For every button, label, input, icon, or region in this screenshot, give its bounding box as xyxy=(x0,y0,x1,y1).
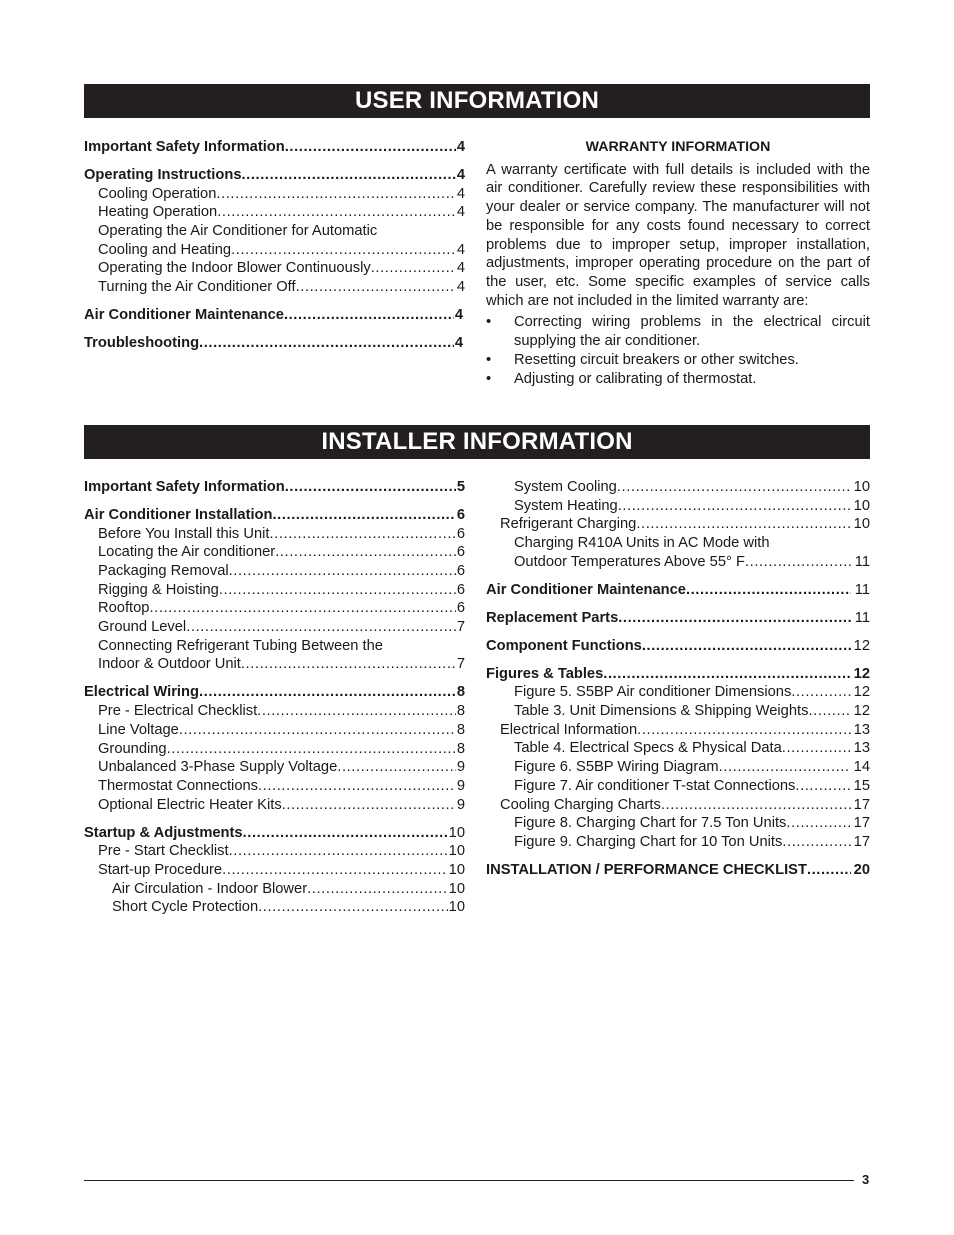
dot-leader xyxy=(186,618,456,637)
toc-title: Figure 6. S5BP Wiring Diagram xyxy=(514,759,719,776)
toc-title: Heating Operation xyxy=(98,204,218,221)
toc-entry[interactable] xyxy=(486,478,870,497)
toc-entry[interactable] xyxy=(84,880,465,899)
toc-entry[interactable] xyxy=(84,777,465,796)
toc-page: 5 xyxy=(456,479,465,495)
dot-leader xyxy=(199,683,456,702)
toc-title: Figures & Tables xyxy=(486,665,604,682)
toc-title: Electrical Wiring xyxy=(84,684,199,701)
toc-page: 8 xyxy=(456,703,465,720)
toc-entry[interactable] xyxy=(84,740,465,759)
toc-title: Air Conditioner Maintenance xyxy=(486,581,686,598)
toc-page: 10 xyxy=(853,479,870,495)
toc-page: 6 xyxy=(456,581,465,598)
toc-entry[interactable] xyxy=(84,655,465,674)
dot-leader xyxy=(636,515,851,534)
toc-title[interactable]: Charging R410A Units in AC Mode with xyxy=(514,535,770,552)
toc-title: Ground Level xyxy=(98,619,187,636)
toc-title[interactable]: Connecting Refrigerant Tubing Between the xyxy=(98,637,383,654)
toc-title-cont: Cooling and Heating xyxy=(98,241,232,258)
toc-entry[interactable] xyxy=(84,166,465,185)
toc-title: Line Voltage xyxy=(98,721,179,738)
toc-page: 10 xyxy=(853,516,870,533)
toc-entry[interactable] xyxy=(84,185,465,204)
toc-page: 10 xyxy=(448,861,465,878)
toc-entry[interactable] xyxy=(486,581,870,600)
toc-entry[interactable] xyxy=(84,824,465,843)
toc-title: Important Safety Information xyxy=(84,139,285,155)
dot-leader xyxy=(603,665,851,684)
dot-leader xyxy=(782,833,851,852)
dot-leader xyxy=(808,702,851,721)
toc-page: 15 xyxy=(853,777,870,794)
toc-entry[interactable] xyxy=(486,833,870,852)
footer-divider xyxy=(84,1180,854,1181)
toc-page: 4 xyxy=(456,204,465,221)
toc-title: Figure 8. Charging Chart for 7.5 Ton Units xyxy=(514,815,787,832)
toc-entry[interactable] xyxy=(84,478,465,497)
warranty-body: A warranty certificate with full details is included with the air conditioner. Carefully review these responsibilities with your dealer or service company. The manufacturer will not be responsible for any costs found necessary to correct problems due to improper setup, improper installation, adjustments, improper operating procedure on the part of the user, etc. Some specific examples of service calls which are not included in the limited warranty are: xyxy=(486,161,870,309)
toc-entry[interactable] xyxy=(486,739,870,758)
toc-page: 13 xyxy=(853,740,870,757)
toc-title: Start-up Procedure xyxy=(98,861,223,878)
bullet-icon: • xyxy=(486,351,492,368)
toc-page: 4 xyxy=(456,139,465,155)
toc-title-cont: Indoor & Outdoor Unit xyxy=(98,656,241,673)
toc-entry[interactable] xyxy=(84,721,465,740)
bullet-text: Adjusting or calibrating of thermostat. xyxy=(514,370,757,387)
toc-title: Important Safety Information xyxy=(84,479,285,495)
toc-page: 6 xyxy=(456,506,465,523)
toc-page: 8 xyxy=(456,721,465,738)
toc-title: Pre - Electrical Checklist xyxy=(98,703,258,720)
toc-title: Thermostat Connections xyxy=(98,777,259,794)
toc-page: 11 xyxy=(854,581,870,598)
toc-page: 20 xyxy=(853,861,870,878)
dot-leader xyxy=(269,525,455,544)
dot-leader xyxy=(782,739,851,758)
toc-page: 17 xyxy=(853,833,870,850)
toc-title: Component Functions xyxy=(486,637,642,654)
installer-toc-left xyxy=(84,478,465,917)
toc-page: 10 xyxy=(448,824,465,841)
toc-title: Electrical Information xyxy=(500,721,638,738)
dot-leader xyxy=(617,478,851,497)
toc-title: Air Conditioner Maintenance xyxy=(84,307,284,324)
toc-page: 4 xyxy=(456,260,465,277)
toc-entry[interactable] xyxy=(486,497,870,516)
toc-title: Pre - Start Checklist xyxy=(98,843,229,860)
dot-leader xyxy=(284,306,454,325)
toc-title[interactable]: Operating the Air Conditioner for Automatic xyxy=(98,223,378,240)
dot-leader xyxy=(791,683,851,702)
toc-entry[interactable] xyxy=(486,777,870,796)
toc-title: Replacement Parts xyxy=(486,609,619,626)
toc-page: 4 xyxy=(456,241,465,258)
toc-page: 10 xyxy=(448,899,465,916)
toc-entry[interactable] xyxy=(486,609,870,628)
toc-page: 7 xyxy=(456,619,465,636)
toc-entry[interactable] xyxy=(84,506,465,525)
toc-entry[interactable] xyxy=(84,259,465,278)
toc-title: Grounding xyxy=(98,740,167,757)
toc-page: 11 xyxy=(854,553,870,570)
toc-entry[interactable] xyxy=(486,637,870,656)
toc-entry[interactable] xyxy=(486,683,870,702)
dot-leader xyxy=(229,842,448,861)
dot-leader xyxy=(337,758,456,777)
toc-entry[interactable] xyxy=(84,581,465,600)
dot-leader xyxy=(273,506,456,525)
installer-toc-right xyxy=(486,478,870,880)
bullet-text: Resetting circuit breakers or other switches. xyxy=(514,351,799,368)
dot-leader xyxy=(618,609,851,628)
toc-page: 8 xyxy=(456,684,465,701)
dot-leader xyxy=(217,203,456,222)
toc-page: 8 xyxy=(456,740,465,757)
toc-entry[interactable] xyxy=(84,241,465,260)
toc-entry[interactable] xyxy=(84,203,465,222)
dot-leader xyxy=(285,138,456,157)
dot-leader xyxy=(282,796,456,815)
toc-entry[interactable] xyxy=(84,525,465,544)
toc-title: System Cooling xyxy=(514,479,617,495)
toc-entry[interactable] xyxy=(84,599,465,618)
toc-title: Rigging & Hoisting xyxy=(98,581,219,598)
dot-leader xyxy=(242,166,456,185)
warranty-section xyxy=(486,138,870,389)
dot-leader xyxy=(258,898,448,917)
toc-title: Figure 7. Air conditioner T-stat Connections xyxy=(514,777,796,794)
toc-title-cont: Outdoor Temperatures Above 55° F xyxy=(514,553,745,570)
toc-page: 6 xyxy=(456,600,465,617)
dot-leader xyxy=(219,581,456,600)
toc-page: 7 xyxy=(456,656,465,673)
list-item xyxy=(486,351,870,369)
toc-title: Turning the Air Conditioner Off xyxy=(98,279,296,296)
toc-entry[interactable] xyxy=(486,702,870,721)
user-information-banner: USER INFORMATION xyxy=(84,84,870,118)
dot-leader xyxy=(307,880,448,899)
toc-entry[interactable] xyxy=(84,543,465,562)
toc-page: 12 xyxy=(853,665,870,682)
toc-title: Air Conditioner Installation xyxy=(84,506,273,523)
toc-page: 10 xyxy=(448,880,465,897)
dot-leader xyxy=(642,637,851,656)
dot-leader xyxy=(296,278,456,297)
toc-title: Unbalanced 3-Phase Supply Voltage xyxy=(98,759,338,776)
toc-entry[interactable] xyxy=(486,758,870,777)
page-number: 3 xyxy=(862,1172,870,1187)
toc-title: Figure 9. Charging Chart for 10 Ton Units xyxy=(514,833,783,850)
toc-entry[interactable] xyxy=(84,306,463,325)
toc-page: 6 xyxy=(456,544,465,561)
toc-page: 9 xyxy=(456,777,465,794)
list-item xyxy=(486,313,870,349)
toc-page: 6 xyxy=(456,563,465,580)
toc-entry[interactable] xyxy=(84,334,463,353)
bullet-icon: • xyxy=(486,314,492,331)
toc-page: 9 xyxy=(456,796,465,813)
toc-title: Short Cycle Protection xyxy=(112,899,259,916)
dot-leader xyxy=(199,334,454,353)
toc-title: Refrigerant Charging xyxy=(500,516,637,533)
dot-leader xyxy=(745,553,851,572)
user-toc xyxy=(84,138,465,353)
dot-leader xyxy=(807,861,851,880)
toc-page: 4 xyxy=(456,185,465,202)
dot-leader xyxy=(371,259,456,278)
toc-entry[interactable] xyxy=(84,898,465,917)
dot-leader xyxy=(285,478,456,497)
toc-page: 10 xyxy=(448,843,465,860)
toc-title: Cooling Operation xyxy=(98,185,217,202)
toc-entry[interactable] xyxy=(84,796,465,815)
toc-title: Before You Install this Unit xyxy=(98,525,270,542)
toc-entry[interactable] xyxy=(486,814,870,833)
bullet-text: Correcting wiring problems in the electrical circuit supplying the air conditioner. xyxy=(514,314,870,349)
dot-leader xyxy=(795,777,851,796)
toc-page: 4 xyxy=(456,166,465,183)
dot-leader xyxy=(216,185,455,204)
dot-leader xyxy=(167,740,456,759)
dot-leader xyxy=(231,241,456,260)
dot-leader xyxy=(243,824,448,843)
toc-page: 12 xyxy=(853,684,870,701)
toc-title: Troubleshooting xyxy=(84,335,200,352)
warranty-heading: WARRANTY INFORMATION xyxy=(585,139,771,155)
dot-leader xyxy=(686,581,851,600)
toc-entry[interactable] xyxy=(486,721,870,740)
dot-leader xyxy=(258,777,456,796)
dot-leader xyxy=(241,655,456,674)
toc-page: 10 xyxy=(853,497,870,514)
toc-entry[interactable] xyxy=(486,861,870,880)
toc-title: System Heating xyxy=(514,497,618,514)
toc-page: 4 xyxy=(456,279,465,296)
toc-title: Operating Instructions xyxy=(84,166,242,183)
toc-page: 11 xyxy=(854,609,870,626)
toc-title: Locating the Air conditioner xyxy=(98,544,276,561)
toc-page: 17 xyxy=(853,815,870,832)
toc-title: Rooftop xyxy=(98,600,150,617)
toc-entry[interactable] xyxy=(486,796,870,815)
toc-page: 9 xyxy=(456,759,465,776)
toc-entry[interactable] xyxy=(84,562,465,581)
toc-entry[interactable] xyxy=(486,665,870,684)
toc-title: Startup & Adjustments xyxy=(84,824,243,841)
toc-entry[interactable] xyxy=(84,702,465,721)
dot-leader xyxy=(222,861,448,880)
toc-entry[interactable] xyxy=(84,758,465,777)
toc-title: Operating the Indoor Blower Continuously xyxy=(98,260,371,277)
toc-title: Air Circulation - Indoor Blower xyxy=(112,880,308,897)
toc-entry[interactable] xyxy=(486,553,870,572)
toc-page: 17 xyxy=(853,796,870,813)
toc-entry[interactable] xyxy=(84,278,465,297)
toc-entry[interactable] xyxy=(84,842,465,861)
toc-page: 12 xyxy=(853,637,870,654)
toc-page: 13 xyxy=(853,721,870,738)
dot-leader xyxy=(786,814,851,833)
toc-page: 6 xyxy=(456,525,465,542)
toc-page: 12 xyxy=(853,703,870,720)
toc-title: Packaging Removal xyxy=(98,563,229,580)
toc-entry[interactable] xyxy=(84,683,465,702)
toc-title: Cooling Charging Charts xyxy=(500,796,661,813)
dot-leader xyxy=(618,497,851,516)
toc-entry[interactable] xyxy=(486,515,870,534)
dot-leader xyxy=(719,758,851,777)
toc-page: 4 xyxy=(454,307,463,324)
toc-title: Figure 5. S5BP Air conditioner Dimensions xyxy=(514,684,792,701)
installer-information-banner: INSTALLER INFORMATION xyxy=(84,425,870,459)
toc-title: INSTALLATION / PERFORMANCE CHECKLIST xyxy=(486,861,807,878)
list-item xyxy=(486,370,870,388)
toc-entry[interactable] xyxy=(84,138,465,157)
toc-title: Table 4. Electrical Specs & Physical Data xyxy=(514,740,782,757)
toc-page: 14 xyxy=(853,759,870,776)
dot-leader xyxy=(275,543,456,562)
dot-leader xyxy=(179,721,456,740)
warranty-bullet-list xyxy=(486,313,870,388)
toc-title: Optional Electric Heater Kits xyxy=(98,796,282,813)
toc-page: 4 xyxy=(454,335,463,352)
dot-leader xyxy=(637,721,851,740)
dot-leader xyxy=(149,599,455,618)
dot-leader xyxy=(661,796,851,815)
toc-entry[interactable] xyxy=(84,861,465,880)
toc-entry[interactable] xyxy=(84,618,465,637)
toc-title: Table 3. Unit Dimensions & Shipping Weights xyxy=(514,703,809,720)
dot-leader xyxy=(257,702,456,721)
dot-leader xyxy=(229,562,456,581)
bullet-icon: • xyxy=(486,370,492,387)
